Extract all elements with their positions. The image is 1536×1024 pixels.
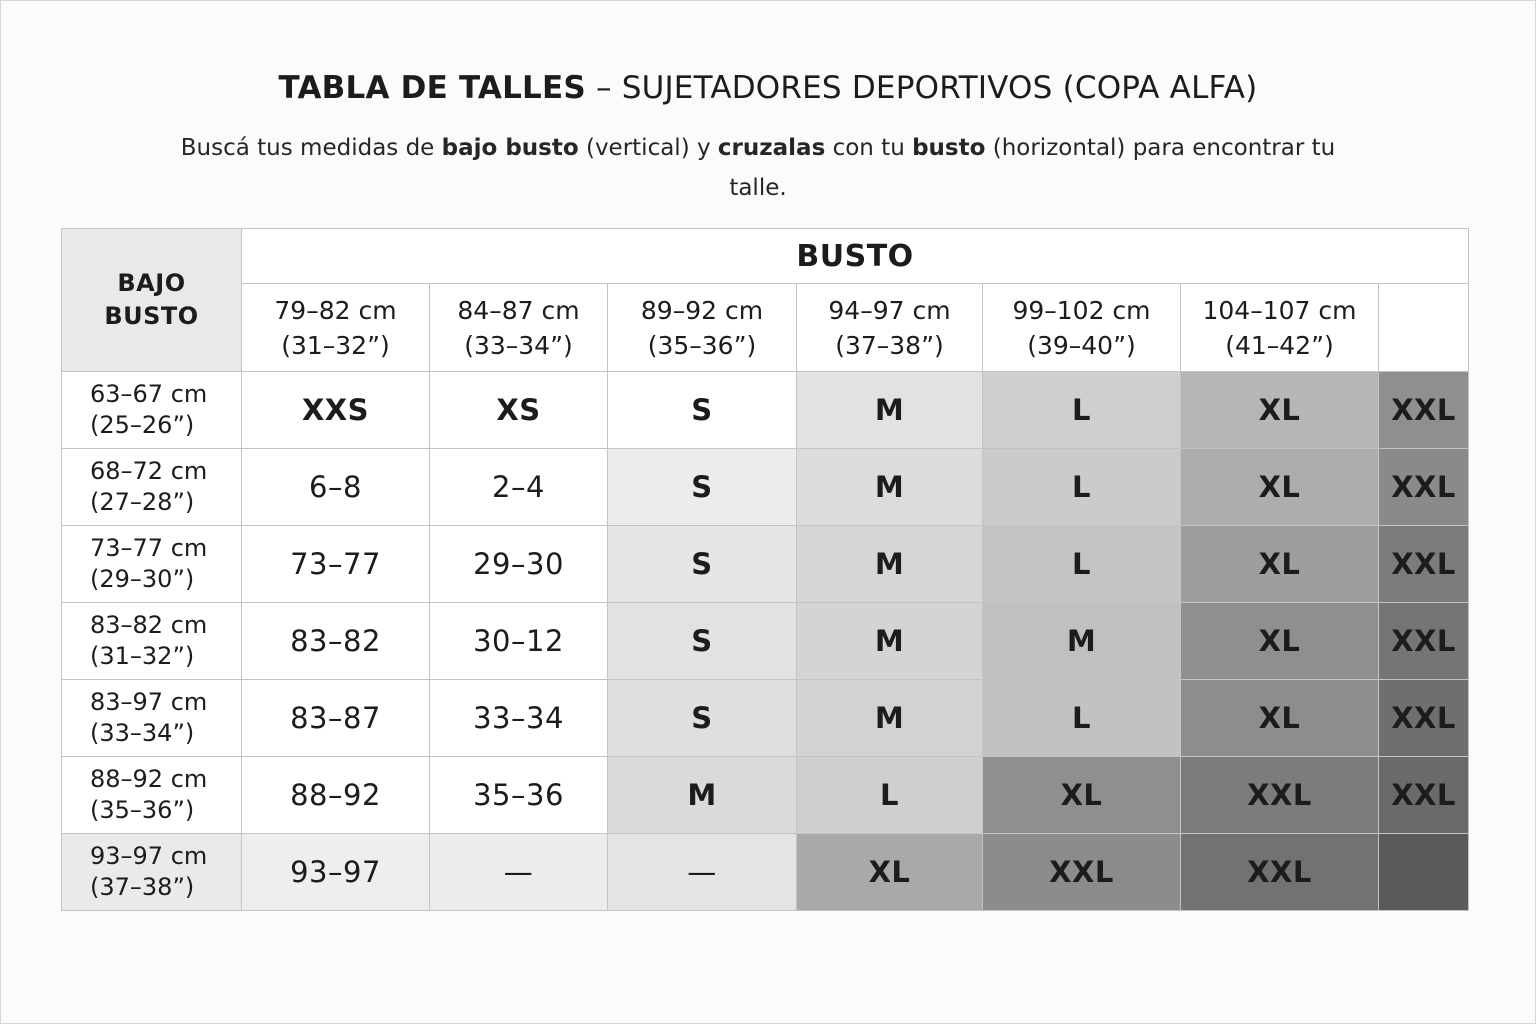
- value-cell: 93–97: [242, 834, 430, 911]
- busto-column-inches: (37–38”): [835, 330, 944, 360]
- instructions-bold-cruzalas: cruzalas: [717, 135, 826, 161]
- busto-column-inches: (39–40”): [1027, 330, 1136, 360]
- size-cell: L: [983, 680, 1181, 757]
- instructions-part-4: (horizontal) para encontrar tu talle.: [729, 135, 1336, 201]
- size-cell: XL: [1181, 680, 1379, 757]
- size-cell: XXL: [1379, 603, 1469, 680]
- value-cell: 35–36: [430, 757, 608, 834]
- size-cell: S: [608, 372, 797, 449]
- bajo-busto-row-header: [62, 680, 242, 757]
- size-cell: M: [608, 757, 797, 834]
- busto-column-inches: (41–42”): [1225, 330, 1334, 360]
- busto-column-cm: 89–92 cm: [640, 295, 764, 325]
- bajo-busto-cm: 83–97 cm: [90, 688, 208, 716]
- size-cell: M: [797, 372, 983, 449]
- value-cell: —: [608, 834, 797, 911]
- busto-column-inches: (35–36”): [647, 330, 757, 360]
- value-cell: 33–34: [430, 680, 608, 757]
- size-cell: XXS: [242, 372, 430, 449]
- busto-column-cm: 104–107 cm: [1202, 295, 1357, 325]
- bajo-busto-row-header: [62, 603, 242, 680]
- instructions-text: [168, 128, 1348, 208]
- busto-column-cm: 84–87 cm: [457, 295, 580, 325]
- size-cell: [1379, 834, 1469, 911]
- busto-column-cm: 94–97 cm: [828, 295, 951, 325]
- busto-column-cm: 79–82 cm: [274, 295, 397, 325]
- title-rest: – SUJETADORES DEPORTIVOS (COPA ALFA): [585, 70, 1258, 106]
- instructions-part-2: (vertical) y: [578, 135, 718, 161]
- busto-header: BUSTO: [242, 229, 1469, 284]
- value-cell: 6–8: [242, 449, 430, 526]
- bajo-busto-header-line-2: BUSTO: [104, 302, 199, 330]
- value-cell: 83–87: [242, 680, 430, 757]
- instructions-bold-busto: busto: [912, 135, 986, 161]
- busto-column-header: [1379, 284, 1469, 372]
- table-row: [62, 834, 1469, 911]
- bajo-busto-cm: 88–92 cm: [90, 765, 208, 793]
- size-cell: L: [983, 449, 1181, 526]
- bajo-busto-inches: (37–38”): [90, 873, 195, 901]
- size-cell: XL: [983, 757, 1181, 834]
- table-row: [62, 603, 1469, 680]
- size-cell: XL: [797, 834, 983, 911]
- instructions-part-1: Buscá tus medidas de: [180, 135, 442, 161]
- size-cell: XL: [1181, 372, 1379, 449]
- size-cell: M: [797, 603, 983, 680]
- bajo-busto-cm: 73–77 cm: [90, 534, 208, 562]
- instructions-bold-bajo-busto: bajo busto: [441, 135, 579, 161]
- bajo-busto-header: [62, 229, 242, 372]
- size-chart-body: [62, 372, 1469, 911]
- page-title: [0, 70, 1536, 106]
- bajo-busto-inches: (25–26”): [90, 411, 195, 439]
- size-cell: XXL: [1379, 372, 1469, 449]
- bajo-busto-row-header: [62, 372, 242, 449]
- size-cell: XL: [1181, 603, 1379, 680]
- size-cell: XXL: [1379, 449, 1469, 526]
- title-strong: TABLA DE TALLES: [278, 70, 586, 106]
- bajo-busto-row-header: [62, 757, 242, 834]
- size-cell: XL: [1181, 449, 1379, 526]
- size-cell: S: [608, 526, 797, 603]
- busto-column-header: [430, 284, 608, 372]
- busto-column-header: [608, 284, 797, 372]
- busto-column-header: [1181, 284, 1379, 372]
- size-cell: XXL: [1379, 526, 1469, 603]
- table-row: [62, 680, 1469, 757]
- value-cell: —: [430, 834, 608, 911]
- bajo-busto-cm: 68–72 cm: [90, 457, 208, 485]
- bajo-busto-inches: (35–36”): [90, 796, 195, 824]
- busto-column-header: [242, 284, 430, 372]
- table-row: [62, 526, 1469, 603]
- busto-column-cm: 99–102 cm: [1012, 295, 1151, 325]
- value-cell: 73–77: [242, 526, 430, 603]
- value-cell: 2–4: [430, 449, 608, 526]
- size-cell: XL: [1181, 526, 1379, 603]
- size-cell: M: [797, 449, 983, 526]
- size-cell: XXL: [983, 834, 1181, 911]
- bajo-busto-row-header: [62, 449, 242, 526]
- bajo-busto-inches: (29–30”): [90, 565, 195, 593]
- value-cell: 83–82: [242, 603, 430, 680]
- bajo-busto-inches: (31–32”): [90, 642, 195, 670]
- size-cell: XS: [430, 372, 608, 449]
- busto-column-inches: (33–34”): [464, 330, 573, 360]
- size-cell: M: [983, 603, 1181, 680]
- value-cell: 29–30: [430, 526, 608, 603]
- busto-column-headers: [62, 284, 1469, 372]
- busto-column-header: [983, 284, 1181, 372]
- bajo-busto-row-header: [62, 834, 242, 911]
- instructions-part-3: con tu: [825, 135, 913, 161]
- bajo-busto-row-header: [62, 526, 242, 603]
- table-row: [62, 757, 1469, 834]
- size-cell: XXL: [1379, 680, 1469, 757]
- size-cell: XXL: [1181, 834, 1379, 911]
- busto-column-header: [797, 284, 983, 372]
- value-cell: 88–92: [242, 757, 430, 834]
- bajo-busto-cm: 93–97 cm: [90, 842, 208, 870]
- size-chart-table: [61, 228, 1469, 911]
- size-cell: L: [983, 526, 1181, 603]
- size-cell: S: [608, 680, 797, 757]
- bajo-busto-header-line-1: BAJO: [117, 269, 186, 297]
- size-cell: XXL: [1181, 757, 1379, 834]
- value-cell: 30–12: [430, 603, 608, 680]
- size-cell: M: [797, 680, 983, 757]
- size-cell: XXL: [1379, 757, 1469, 834]
- busto-column-inches: (31–32”): [281, 330, 390, 360]
- table-row: [62, 372, 1469, 449]
- size-cell: M: [797, 526, 983, 603]
- bajo-busto-inches: (27–28”): [90, 488, 195, 516]
- size-cell: S: [608, 603, 797, 680]
- bajo-busto-inches: (33–34”): [90, 719, 195, 747]
- table-row: [62, 449, 1469, 526]
- size-cell: L: [797, 757, 983, 834]
- size-cell: L: [983, 372, 1181, 449]
- bajo-busto-cm: 83–82 cm: [90, 611, 208, 639]
- bajo-busto-cm: 63–67 cm: [90, 380, 208, 408]
- size-cell: S: [608, 449, 797, 526]
